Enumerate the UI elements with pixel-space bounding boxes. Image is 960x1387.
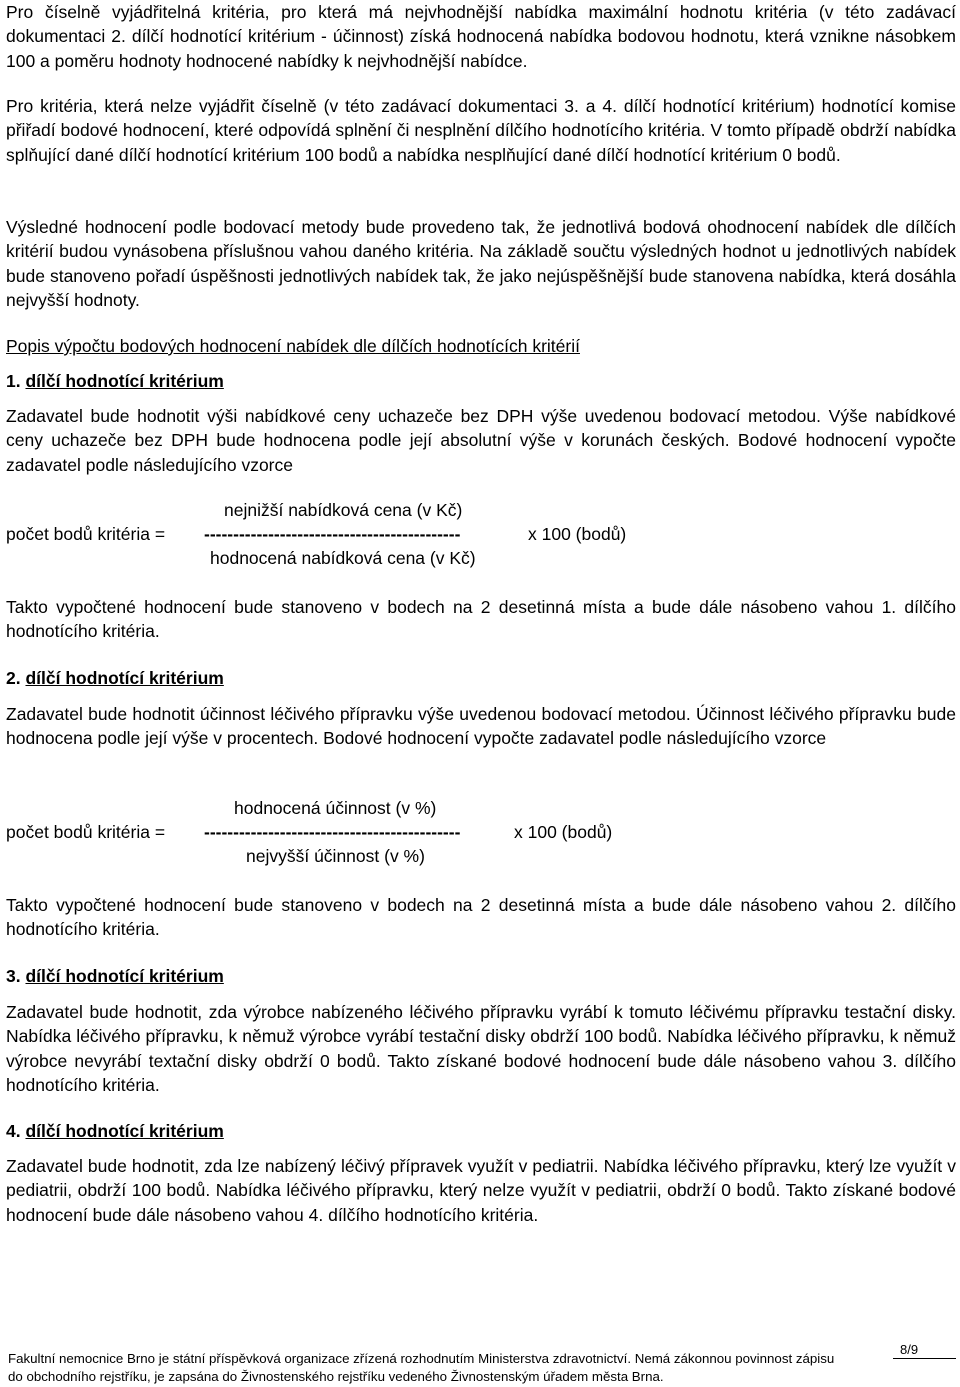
criterion-4-number: 4. xyxy=(6,1121,21,1141)
criterion-4-title: dílčí hodnotící kritérium xyxy=(25,1121,224,1141)
footer-line-1: Fakultní nemocnice Brno je státní příspěvková organizace zřízená rozhodnutím Ministerstva zdravotnictví. Nemá zákonnou povinnost zápisu xyxy=(8,1351,835,1366)
criterion-1-heading xyxy=(6,369,224,393)
criterion-3-number: 3. xyxy=(6,966,21,986)
section-subtitle: Popis výpočtu bodových hodnocení nabídek dle dílčích hodnotících kritérií xyxy=(6,336,580,356)
criterion-2-heading xyxy=(6,666,224,690)
criterion-4-heading xyxy=(6,1119,224,1143)
criterion-2-title: dílčí hodnotící kritérium xyxy=(25,668,224,688)
formula-denominator: hodnocená nabídková cena (v Kč) xyxy=(210,548,476,568)
criterion-1-number: 1. xyxy=(6,371,21,391)
criterion-1-description: Zadavatel bude hodnotit výši nabídkové ceny uchazeče bez DPH výše uvedenou bodovací metodou. Výše nabídkové ceny uchazeče bez DPH bude hodnocena podle její absolutní výše v korunách českých. Bodové hodnocení vypočte zadavatel podle následujícího vzorce xyxy=(6,406,956,475)
intro-paragraph-1: Pro číselně vyjádřitelná kritéria, pro která má nejvhodnější nabídka maximální hodnotu kritéria (v této zadávací dokumentaci 2. dílčí hodnotící kritérium - účinnost) získá hodnocená nabídka bodovou hodnotu, která vznikne násobkem 100 a poměru hodnoty hodnocené nabídky k nejvhodnější nabídce. xyxy=(6,2,956,71)
criterion-1-title: dílčí hodnotící kritérium xyxy=(25,371,224,391)
formula-multiplier: x 100 (bodů) xyxy=(514,822,613,842)
criterion-2-note: Takto vypočtené hodnocení bude stanoveno v bodech na 2 desetinná místa a bude dále násobeno vahou 2. dílčího hodnotícího kritéria. xyxy=(6,895,956,940)
page-footer xyxy=(8,1350,958,1386)
criterion-3-description: Zadavatel bude hodnotit, zda výrobce nabízeného léčivého přípravku vyrábí k tomuto léčivému přípravku testační disky. Nabídka léčivého přípravku, k němuž výrobce vyrábí testační disky obdrží 100 bodů. Nabídka léčivého přípravku, k němuž výrobce nevyrábí textační disky obdrží 0 bodů. Takto získané bodové hodnocení bude dále násobeno vahou 3. dílčího hodnotícího kritéria. xyxy=(6,1002,956,1095)
footer-line-2: do obchodního rejstříku, je zapsána do Živnostenského rejstříku vedeného Živnostenským úřadem města Brna. xyxy=(8,1369,664,1384)
criterion-1-formula xyxy=(6,498,946,570)
criterion-4-description: Zadavatel bude hodnotit, zda lze nabízený léčivý přípravek využít v pediatrii. Nabídka léčivého přípravku, který lze využít v pediatrii, obdrží 100 bodů. Nabídka léčivého přípravku, který nelze využít v pediatrii, obdrží 0 bodů. Takto získané bodové hodnocení bude dále násobeno vahou 4. dílčího hodnotícího kritéria. xyxy=(6,1156,956,1225)
formula-multiplier: x 100 (bodů) xyxy=(528,524,627,544)
formula-lhs: počet bodů kritéria = xyxy=(6,822,166,842)
intro-paragraph-3: Výsledné hodnocení podle bodovací metody bude provedeno tak, že jednotlivá bodová ohodnocení nabídek dle dílčích kritérií budou vynásobena příslušnou vahou daného kritéria. Na základě součtu výsledných hodnot u jednotlivých nabídek bude stanoveno pořadí úspěšnosti jednotlivých nabídek tak, že jako nejúspěšnější bude stanovena nabídka, která dosáhla nejvyšší hodnoty. xyxy=(6,217,956,310)
intro-paragraph-2: Pro kritéria, která nelze vyjádřit číselně (v této zadávací dokumentaci 3. a 4. dílčí hodnotící kritérium) hodnotící komise přiřadí bodové hodnocení, které odpovídá splnění či nesplnění dílčího hodnotícího kritéria. V tomto případě obdrží nabídka splňující dané dílčí hodnotící kritérium 100 bodů a nabídka nesplňující dané dílčí hodnotící kritérium 0 bodů. xyxy=(6,96,956,165)
formula-denominator: nejvyšší účinnost (v %) xyxy=(246,846,425,866)
formula-fraction-bar: -------------------------------------------- xyxy=(204,524,461,544)
criterion-3-title: dílčí hodnotící kritérium xyxy=(25,966,224,986)
criterion-3-heading xyxy=(6,964,224,988)
formula-lhs: počet bodů kritéria = xyxy=(6,524,166,544)
page-number: 8/9 xyxy=(900,1342,919,1357)
criterion-2-description: Zadavatel bude hodnotit účinnost léčivého přípravku výše uvedenou bodovací metodou. Účinnost léčivého přípravku bude hodnocena podle její výše v procentech. Bodové hodnocení vypočte zadavatel podle následujícího vzorce xyxy=(6,704,956,749)
formula-numerator: hodnocená účinnost (v %) xyxy=(234,798,437,818)
criterion-2-number: 2. xyxy=(6,668,21,688)
criterion-2-formula xyxy=(6,796,946,868)
formula-numerator: nejnižší nabídková cena (v Kč) xyxy=(224,500,463,520)
formula-fraction-bar: -------------------------------------------- xyxy=(204,822,461,842)
criterion-1-note: Takto vypočtené hodnocení bude stanoveno v bodech na 2 desetinná místa a bude dále násobeno vahou 1. dílčího hodnotícího kritéria. xyxy=(6,597,956,642)
